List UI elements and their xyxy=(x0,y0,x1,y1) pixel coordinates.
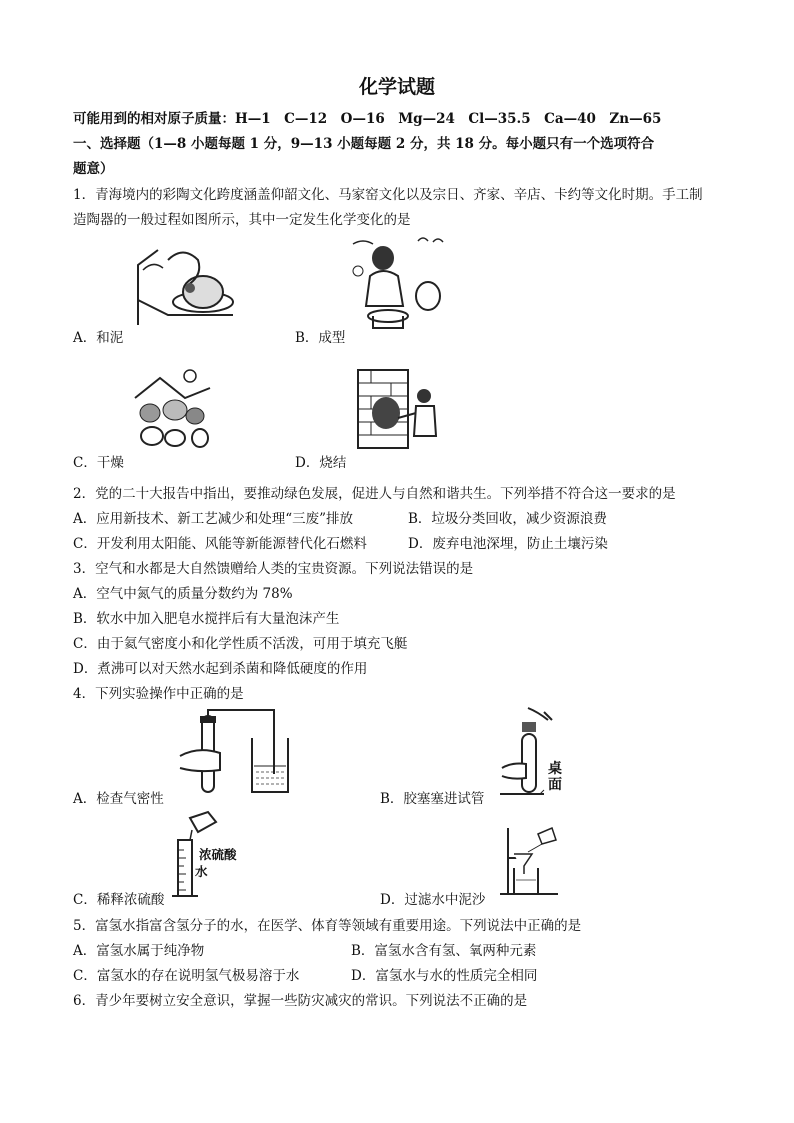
q4-stem: 4．下列实验操作中正确的是 xyxy=(73,686,244,702)
q6-stem: 6．青少年要树立安全意识，掌握一些防灾减灾的常识。下列说法不正确的是 xyxy=(73,993,528,1009)
q1-option-b: B．成型 xyxy=(295,330,346,346)
q1-stem-line1: 1．青海境内的彩陶文化跨度涵盖仰韶文化、马家窑文化以及宗日、齐家、辛店、卡约等文化时期。手工制 xyxy=(73,187,703,203)
q5-option-b: B．富氢水含有氢、氧两种元素 xyxy=(351,943,537,959)
atomic-masses: 可能用到的相对原子质量：H—1 C—12 O—16 Mg—24 Cl—35.5 Ca—40 Zn—65 xyxy=(73,111,662,127)
water-label: 水 xyxy=(195,864,208,879)
q4-option-a: A．检查气密性 xyxy=(73,791,164,807)
drying-pottery-illustration xyxy=(130,368,220,450)
q3-option-d: D．煮沸可以对天然水起到杀菌和降低硬度的作用 xyxy=(73,661,368,677)
q3-option-c: C．由于氦气密度小和化学性质不活泼，可用于填充飞艇 xyxy=(73,636,408,652)
q2-option-b: B．垃圾分类回收，减少资源浪费 xyxy=(408,511,607,527)
q2-stem: 2．党的二十大报告中指出，要推动绿色发展，促进人与自然和谐共生。下列举措不符合这一要求的是 xyxy=(73,486,676,502)
kneading-clay-illustration xyxy=(128,240,238,328)
q5-stem: 5．富氢水指富含氢分子的水，在医学、体育等领域有重要用途。下列说法中正确的是 xyxy=(73,918,582,934)
page-title: 化学试题 xyxy=(358,76,435,98)
q1-stem-line2: 造陶器的一般过程如图所示，其中一定发生化学变化的是 xyxy=(73,212,411,228)
q1-option-d: D．烧结 xyxy=(295,455,347,471)
q3-option-b: B．软水中加入肥皂水搅拌后有大量泡沫产生 xyxy=(73,611,340,627)
section-heading-line2: 题意） xyxy=(73,161,114,177)
q4-option-c: C．稀释浓硫酸 xyxy=(73,892,165,908)
potter-shaping-illustration xyxy=(348,236,448,330)
q5-option-a: A．富氢水属于纯净物 xyxy=(73,943,205,959)
conc-sulfuric-acid-label: 浓硫酸 xyxy=(199,847,237,862)
q3-stem: 3．空气和水都是大自然馈赠给人类的宝贵资源。下列说法错误的是 xyxy=(73,561,474,577)
q1-option-a: A．和泥 xyxy=(73,330,124,346)
desk-label-2: 面 xyxy=(548,777,562,793)
section-heading-line1: 一、选择题（1—8 小题每题 1 分，9—13 小题每题 2 分，共 18 分。每小题只有一个选项符合 xyxy=(73,136,655,152)
q1-option-c: C．干燥 xyxy=(73,455,124,471)
q2-option-d: D．废弃电池深埋，防止土壤污染 xyxy=(408,536,608,552)
q4-option-b: B．胶塞塞进试管 xyxy=(380,791,485,807)
q5-option-d: D．富氢水与水的性质完全相同 xyxy=(351,968,538,984)
q2-option-c: C．开发利用太阳能、风能等新能源替代化石燃料 xyxy=(73,536,367,552)
q4-option-d: D．过滤水中泥沙 xyxy=(380,892,486,908)
kiln-firing-illustration xyxy=(356,368,442,450)
filtration-diagram xyxy=(498,824,560,896)
q5-option-c: C．富氢水的存在说明氢气极易溶于水 xyxy=(73,968,300,984)
q2-option-a: A．应用新技术、新工艺减少和处理“三废”排放 xyxy=(73,511,354,527)
q3-option-a: A．空气中氮气的质量分数约为 78% xyxy=(73,586,293,602)
airtightness-check-diagram xyxy=(178,708,290,794)
desk-label-1: 桌 xyxy=(548,761,562,777)
